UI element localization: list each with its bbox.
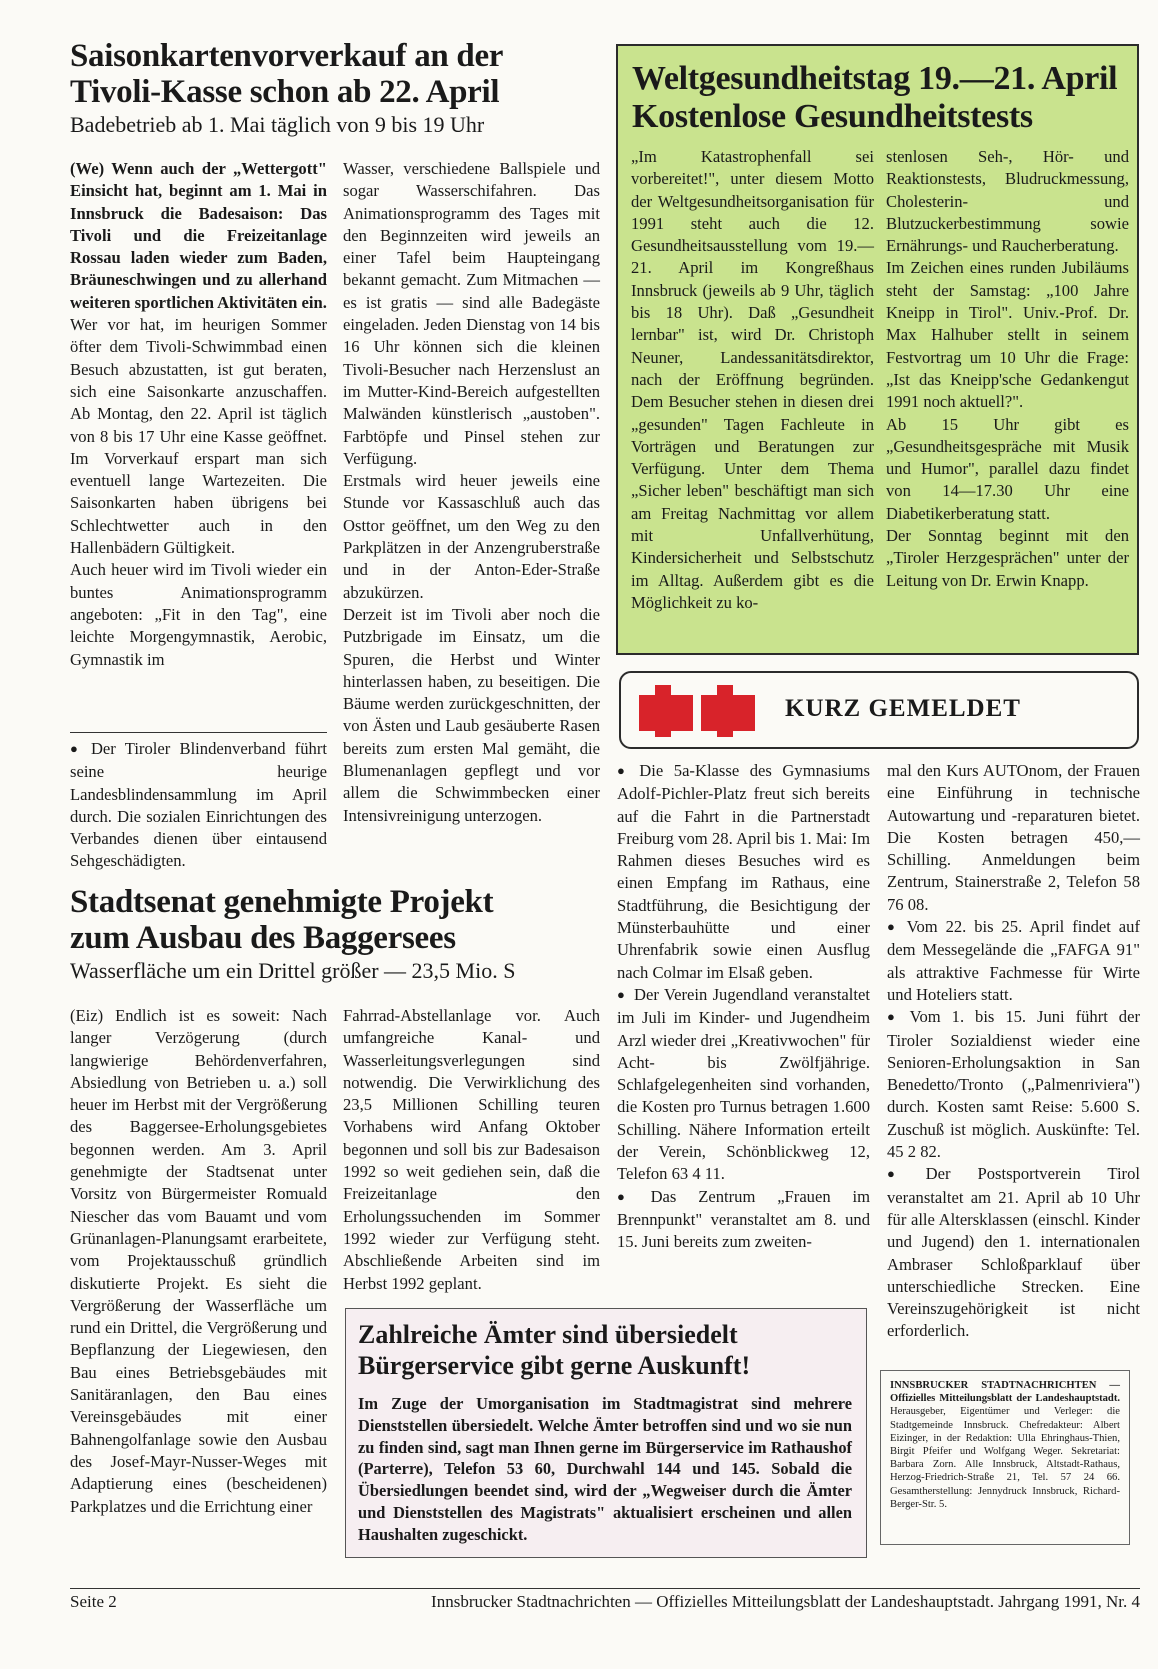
page-number: Seite 2: [70, 1592, 117, 1611]
health-day-col2-paragraph3: Ab 15 Uhr gibt es „Gesundheitsgespräche mit Musik und Humor", parallel dazu findet von 14—17.30 Uhr eine Diabetikerberatung statt.: [886, 414, 1129, 523]
health-day-column1: [631, 146, 874, 614]
offices-moved-text: Im Zuge der Umorganisation im Stadtmagistrat sind mehrere Dienststellen übersiedelt. Welche Ämter betroffen sind und wo sie nun zu finden sind, sagt man Ihnen gerne im Bürgerservice im Rathaushof (Parterre), Telefon 53 60, Durchwahl 144 und 145. Sobald die Übersiedlungen beendet sind, wird der „Wegweiser durch die Ämter und Dienststellen des Magistrats" aktualisiert erscheinen und allen Haushalten zugeschickt.: [358, 1394, 852, 1544]
blind-note-divider: [70, 732, 327, 733]
health-day-header: [632, 60, 1132, 136]
health-day-col2-paragraph1: stenlosen Seh-, Hör- und Reaktionstests, Bludruckmessung, Cholesterin- und Blutzuckerbestimmung sowie Ernährungs- und Raucherberatung.: [886, 147, 1129, 256]
health-day-col2-paragraph2: Im Zeichen eines runden Jubiläums steht der Samstag: „100 Jahre Kneipp in Tirol". Univ.-Prof. Dr. Max Halhuber stellt in seinem Festvortrag um 10 Uhr die Frage: „Ist das Kneipp'sche Gedankengut 1991 noch aktuell?".: [886, 258, 1129, 412]
article2-header: [70, 884, 610, 983]
article1-subhead: Badebetrieb ab 1. Mai täglich von 9 bis 19 Uhr: [70, 112, 485, 137]
kurz-gemeldet-logo-icon: [635, 681, 765, 741]
kurz-item-jugendland: ● Der Verein Jugendland veranstaltet im Juli im Kinder- und Jugendheim Arzl wieder drei „Kreativwochen" für Acht- bis Zwölfjährige. Schlafgelegenheiten sind vorhanden, die Kosten pro Turnus betragen 1.600 Schilling. Nähere Information erteilt der Verein, Schönblickweg 12, Telefon 63 4 11.: [617, 984, 870, 1186]
article1-lead: (We) Wenn auch der „Wettergott" Einsicht hat, beginnt am 1. Mai in Innsbruck die Badesaison: Das Tivoli und die Freizeitanlage Rossau laden wieder zum Baden, Bräuneschwingen und zu allerhand weiteren sportlichen Aktivitäten ein.: [70, 159, 327, 312]
health-day-col2-paragraph4: Der Sonntag beginnt mit den „Tiroler Herzgesprächen" unter der Leitung von Dr. Erwin Knapp.: [886, 526, 1129, 590]
article2-col1-text: (Eiz) Endlich ist es soweit: Nach langer Verzögerung (durch langwierige Behördenverfahren, Absiedlung von Betrieben u. a.) soll heuer im Herbst mit der Vergrößerung des Baggersee-Erholungsgebietes begonnen werden. Am 3. April genehmigte der Stadtsenat unter Vorsitz von Bürgermeister Romuald Niescher das vom Bauamt und vom Grünanlagen-Planungsamt erarbeitete, vom Projektausschuß gründlich diskutierte Projekt. Es sieht die Vergrößerung der Wasserfläche um rund ein Drittel, die Vergrößerung und Bepflanzung der Liegewiesen, den Bau eines Betriebsgebäudes mit Sanitäranlagen, den Bau eines Vereinsgebäudes mit einer Bahnengolfanlage sowie den Ausbau des Josef-Mayr-Nusser-Weges mit Adaptierung eines (bescheidenen) Parkplatzes und die Errichtung einer: [70, 1006, 327, 1516]
article1-col2-paragraph1: Wasser, verschiedene Ballspiele und sogar Wasserschifahren. Das Animationsprogramm des Tages mit den Beginnzeiten wird jeweils an einer Tafel beim Haupteingang bekannt gemacht. Zum Mitmachen — es ist gratis — sind alle Badegäste eingeladen. Jeden Dienstag von 14 bis 16 Uhr können sich die kleinen Tivoli-Besucher nach Herzenslust an im Mutter-Kind-Bereich aufgestellten Malwänden künstlerisch „austoben". Farbtöpfe und Pinsel stehen zur Verfügung.: [343, 159, 600, 468]
article2-column1: [70, 1005, 327, 1518]
kurz-item-frauen-continued: mal den Kurs AUTOnom, der Frauen eine Einführung in technische Autowartung und -reparaturen bietet. Die Kosten betragen 450,— Schilling. Anmeldungen beim Zentrum, Stainerstraße 2, Telefon 58 76 08.: [887, 761, 1140, 914]
kurz-item-postsportverein: ● Der Postsportverein Tirol veranstaltet am 21. April ab 10 Uhr für alle Altersklassen (einschl. Kinder und Jugend) den 1. internationalen Ambraser Schloßparklauf über unterschiedliche Strecken. Eine Vereinszugehörigkeit ist nicht erforderlich.: [887, 1163, 1140, 1342]
health-day-headline-line2: Kostenlose Gesundheitstests: [632, 98, 1033, 135]
impressum-box: [880, 1370, 1130, 1545]
article2-subhead: Wasserfläche um ein Drittel größer — 23,5 Mio. S: [70, 958, 516, 983]
offices-moved-headline-line2: Bürgerservice gibt gerne Auskunft!: [358, 1351, 751, 1380]
health-day-headline-line1: Weltgesundheitstag 19.—21. April: [632, 60, 1118, 97]
article2-headline-line2: zum Ausbau des Baggersees: [70, 920, 456, 956]
kurz-column1: [617, 760, 870, 1254]
article1-col2-paragraph2: Erstmals wird heuer jeweils eine Stunde vor Kassaschluß auch das Osttor geöffnet, um den Weg zu den Parkplätzen in der Anzengruberstraße und in der Anton-Eder-Straße abzukürzen.: [343, 471, 600, 602]
article1-header: [70, 38, 610, 137]
health-day-column2: [886, 146, 1129, 592]
article1-col2-paragraph3: Derzeit ist im Tivoli aber noch die Putzbrigade im Einsatz, um die Spuren, die Herbst und Winter hinterlassen haben, zu beseitigen. Die Bäume werden zurückgeschnitten, der von Ästen und Laub gesäuberte Rasen bereits zum ersten Mal gemäht, die Blumenanlagen gepflegt und vor allem die Schwimmbecken einer Intensivreinigung unterzogen.: [343, 604, 600, 825]
kurz-column2: [887, 760, 1140, 1343]
kurz-gemeldet-banner: [619, 671, 1139, 749]
page-footer: [70, 1588, 1140, 1612]
kurz-item-frauen: ● Das Zentrum „Frauen im Brennpunkt" veranstaltet am 8. und 15. Juni bereits zum zweiten-: [617, 1186, 870, 1254]
offices-moved-content: [358, 1319, 852, 1546]
health-day-col1-text: „Im Katastrophenfall sei vorbereitet!", unter diesem Motto der Weltgesundheitsorganisation für 1991 steht auch die 12. Gesundheitsausstellung vom 19.—21. April im Kongreßhaus Innsbruck (jeweils ab 9 Uhr, täglich bis 18 Uhr). Daß „Gesundheit lernbar" ist, wird Dr. Christoph Neuner, Landessanitätsdirektor, nach der Eröffnung begründen. Dem Besucher stehen in diesen drei „gesunden" Tagen Fachleute in Vorträgen und Beratungen zur Verfügung. Unter dem Thema „Sicher leben" beschäftigt man sich am Freitag Nachmittag vor allem mit Unfallverhütung, Kindersicherheit und Selbstschutz im Alltag. Außerdem gibt es die Möglichkeit zu ko-: [631, 147, 874, 612]
article1-headline-line2: Tivoli-Kasse schon ab 22. April: [70, 74, 500, 110]
blind-note-text: ● Der Tiroler Blindenverband führt seine heurige Landesblindensammlung im April durch. Die sozialen Einrichtungen des Verbandes dienen über eintausend Sehgeschädigten.: [70, 738, 327, 873]
article1-col1-paragraph2: Auch heuer wird im Tivoli wieder ein buntes Animationsprogramm angeboten: „Fit in den Tag", eine leichte Morgengymnastik, Aerobic, Gymnastik im: [70, 560, 327, 669]
article2-column2: [343, 1005, 600, 1295]
offices-moved-box: [345, 1308, 867, 1558]
kurz-item-sozialdienst: ● Vom 1. bis 15. Juni führt der Tiroler Sozialdienst wieder eine Senioren-Erholungsaktion in San Benedetto/Tronto („Palmenriviera") durch. Kosten samt Reise: 5.600 S. Zuschuß ist möglich. Auskünfte: Tel. 45 2 82.: [887, 1006, 1140, 1163]
impressum-title: INNSBRUCKER STADTNACHRICHTEN — Offizielles Mitteilungsblatt der Landeshauptstadt.: [890, 1380, 1120, 1405]
kurz-gemeldet-title: KURZ GEMELDET: [785, 695, 1021, 722]
article2-col2-text: Fahrrad-Abstellanlage vor. Auch umfangreiche Kanal- und Wasserleitungsverlegungen sind notwendig. Die Verwirklichung des 23,5 Millionen Schilling teuren Vorhabens wird Anfang Oktober begonnen und soll bis zur Badesaison 1992 so weit gediehen sein, daß die Freizeitanlage den Erholungssuchenden im Sommer 1992 wieder zur Verfügung steht. Abschließende Arbeiten sind im Herbst 1992 geplant.: [343, 1006, 600, 1293]
article1-column1: [70, 158, 327, 671]
article2-headline-line1: Stadtsenat genehmigte Projekt: [70, 884, 494, 920]
kurz-item-fafga: ● Vom 22. bis 25. April findet auf dem Messegelände die „FAFGA 91" als attraktive Fachmesse für Wirte und Hoteliers statt.: [887, 916, 1140, 1006]
logo-right-block: [701, 685, 755, 737]
publication-info: Innsbrucker Stadtnachrichten — Offizielles Mitteilungsblatt der Landeshauptstadt. Jahrgang 1991, Nr. 4: [431, 1592, 1140, 1611]
article1-column2: [343, 158, 600, 827]
logo-left-block: [639, 685, 693, 737]
offices-moved-headline-line1: Zahlreiche Ämter sind übersiedelt: [358, 1320, 738, 1349]
impressum-text: Herausgeber, Eigentümer und Verleger: die Stadtgemeinde Innsbruck. Chefredakteur: Albert Eizinger, in der Redaktion: Ulla Ehringhaus-Thien, Birgit Pfeifer und Wolfgang Weger. Sekretariat: Barbara Zorn. Alle Innsbruck, Altstadt-Rathaus, Herzog-Friedrich-Straße 21, Tel. 57 24 66. Gesamtherstellung: Jennydruck Innsbruck, Richard-Berger-Str. 5.: [890, 1406, 1120, 1510]
health-day-box: [616, 44, 1139, 655]
article1-col1-paragraph1: Wer vor hat, im heurigen Sommer öfter dem Tivoli-Schwimmbad einen Besuch abzustatten, ist gut beraten, sich eine Saisonkarte anzuschaffen. Ab Montag, den 22. April ist täglich von 8 bis 17 Uhr eine Kasse geöffnet. Im Vorverkauf erspart man sich eventuell lange Wartezeiten. Die Saisonkarten haben übrigens bei Schlechtwetter auch in den Hallenbädern Gültigkeit.: [70, 315, 327, 558]
kurz-item-gymnasium: ● Die 5a-Klasse des Gymnasiums Adolf-Pichler-Platz freut sich bereits auf die Fahrt in die Partnerstadt Freiburg vom 28. April bis 1. Mai: Im Rahmen dieses Besuches wird es einen Empfang im Rathaus, eine Stadtführung, die Besichtigung der Münsterbauhütte und einer Uhrenfabrik sowie einen Ausflug nach Colmar im Elsaß geben.: [617, 760, 870, 984]
blind-note: [70, 738, 327, 873]
article1-headline-line1: Saisonkartenvorverkauf an der: [70, 38, 504, 74]
